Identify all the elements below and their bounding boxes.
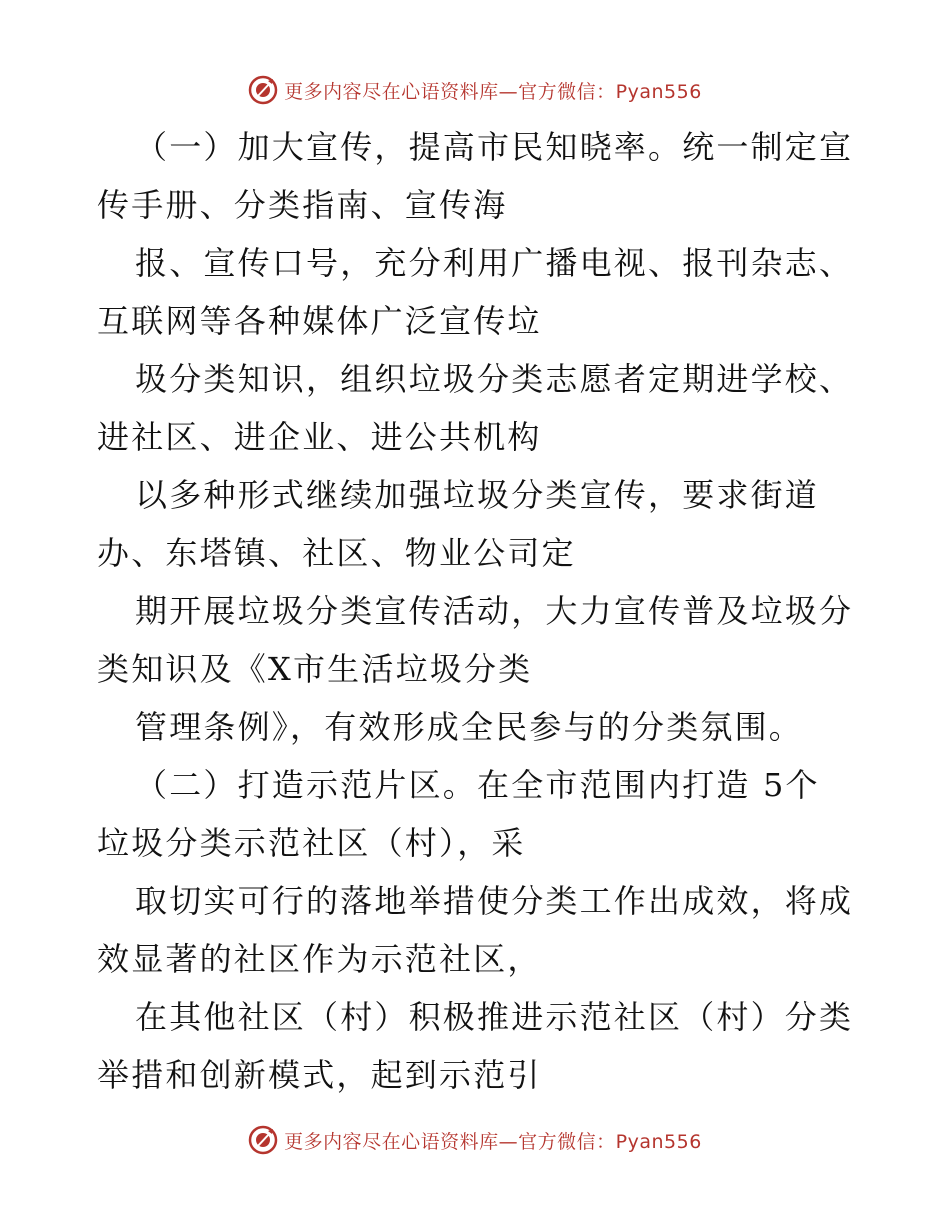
paragraph-line: 垃圾分类示范社区（村），采: [97, 824, 526, 862]
paragraph-line: 进社区、进企业、进公共机构: [97, 418, 542, 456]
footer-banner: [0, 1120, 950, 1160]
banner-text: 更多内容尽在心语资料库—官方微信：Pyan556: [284, 1130, 702, 1153]
paragraph-line: 办、东塔镇、社区、物业公司定: [97, 534, 576, 572]
banner-text: 更多内容尽在心语资料库—官方微信：Pyan556: [284, 80, 702, 103]
paragraph-line: 在其他社区（村）积极推进示范社区（村）分类: [135, 998, 854, 1036]
paragraph-line: 期开展垃圾分类宣传活动，大力宣传普及垃圾分: [135, 592, 854, 630]
logo-seal-icon: [248, 75, 278, 105]
paragraph-line: 圾分类知识，组织垃圾分类志愿者定期进学校、: [135, 360, 854, 398]
paragraph-line: 互联网等各种媒体广泛宣传垃: [97, 302, 542, 340]
paragraph-line: 举措和创新模式，起到示范引: [97, 1056, 542, 1094]
document-body: [97, 118, 857, 1104]
paragraph-line: （二）打造示范片区。在全市范围内打造 5个: [135, 766, 820, 804]
paragraph-line: 效显著的社区作为示范社区，: [97, 940, 542, 978]
logo-seal-icon: [248, 1125, 278, 1155]
paragraph-line: （一）加大宣传，提高市民知晓率。统一制定宣: [135, 128, 854, 166]
paragraph-line: 传手册、分类指南、宣传海: [97, 186, 508, 224]
paragraph-line: 类知识及《X市生活垃圾分类: [97, 650, 533, 688]
paragraph-line: 以多种形式继续加强垃圾分类宣传，要求街道: [135, 476, 820, 514]
paragraph-line: 取切实可行的落地举措使分类工作出成效，将成: [135, 882, 854, 920]
paragraph-line: 管理条例》，有效形成全民参与的分类氛围。: [135, 708, 804, 746]
header-banner: [0, 70, 950, 110]
paragraph-line: 报、宣传口号，充分利用广播电视、报刊杂志、: [135, 244, 854, 282]
